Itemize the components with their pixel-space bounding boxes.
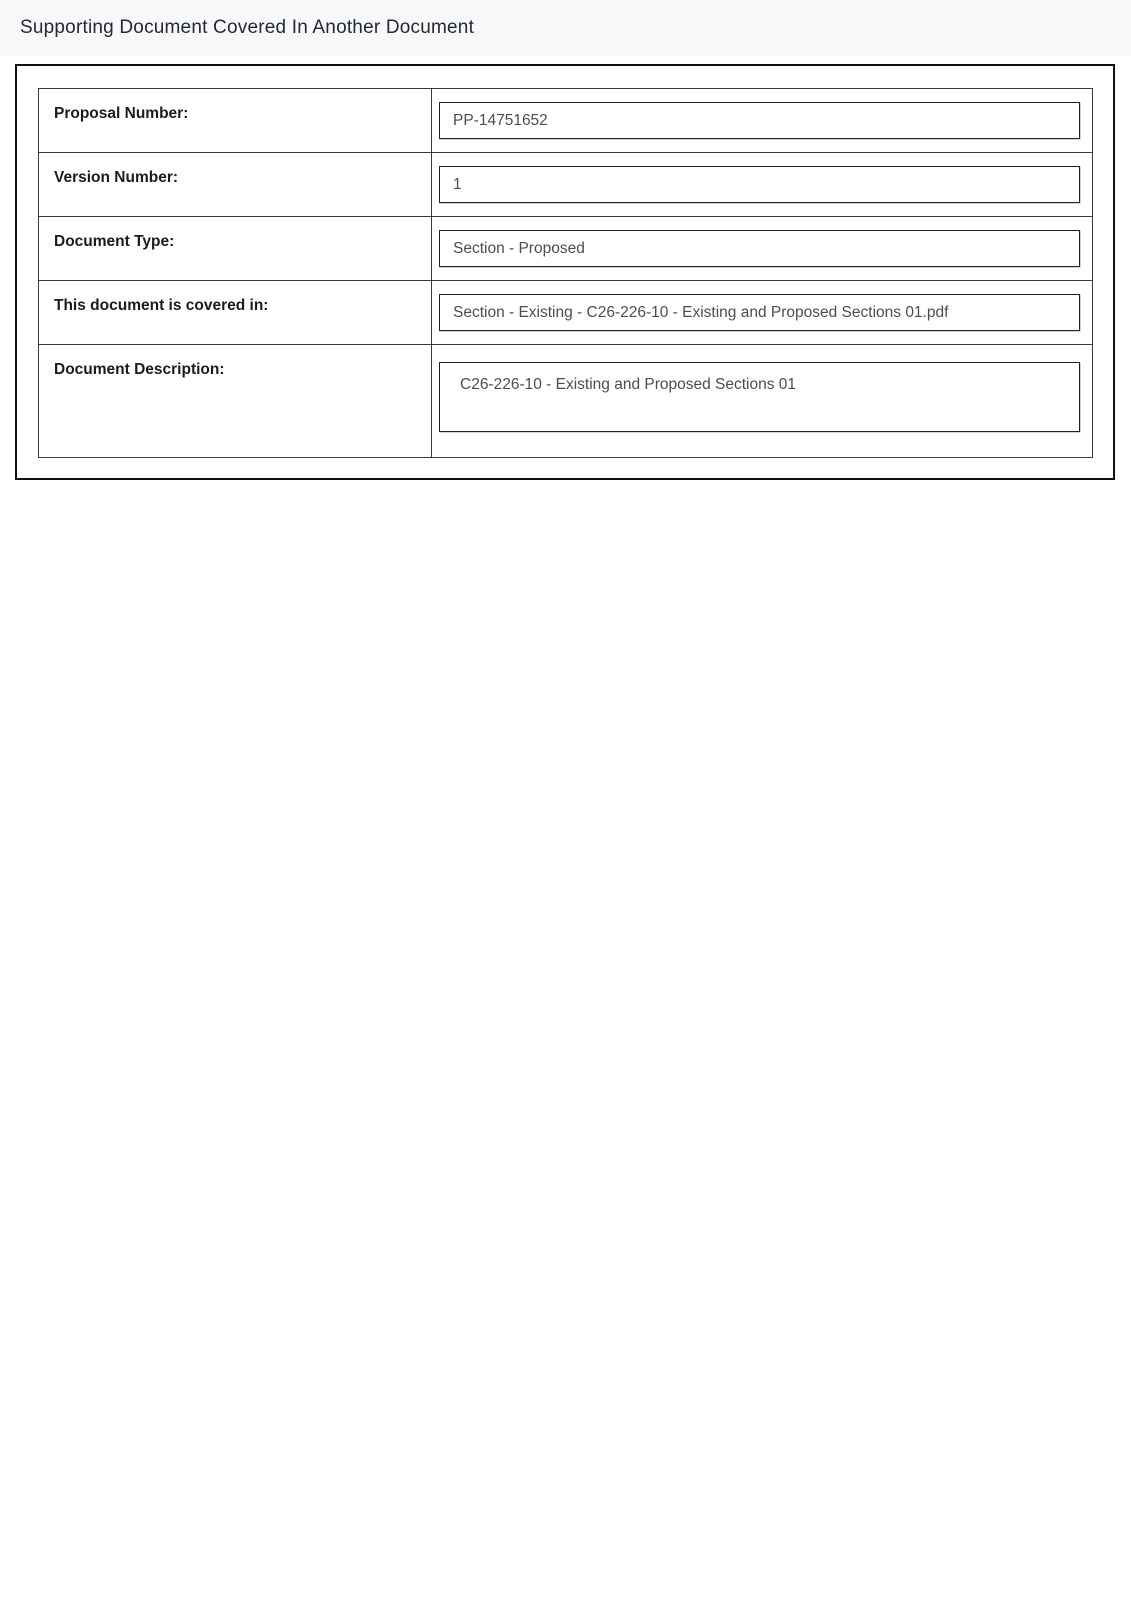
proposal-number-value-box[interactable]: PP-14751652 <box>439 102 1080 139</box>
field-row-proposal-number <box>39 89 1092 153</box>
document-description-value-box[interactable]: C26-226-10 - Existing and Proposed Sections 01 <box>439 362 1080 432</box>
field-row-version-number <box>39 153 1092 217</box>
version-number-label: Version Number: <box>39 153 432 216</box>
document-type-label: Document Type: <box>39 217 432 280</box>
covered-in-value-box[interactable]: Section - Existing - C26-226-10 - Existing and Proposed Sections 01.pdf <box>439 294 1080 331</box>
page-header <box>0 0 1131 56</box>
field-row-document-description <box>39 345 1092 457</box>
fields-table <box>38 88 1093 458</box>
covered-in-cell <box>432 281 1092 344</box>
covered-in-label: This document is covered in: <box>39 281 432 344</box>
version-number-cell <box>432 153 1092 216</box>
field-row-covered-in <box>39 281 1092 345</box>
proposal-number-cell <box>432 89 1092 152</box>
document-type-cell <box>432 217 1092 280</box>
version-number-value-box[interactable]: 1 <box>439 166 1080 203</box>
field-row-document-type <box>39 217 1092 281</box>
page-title: Supporting Document Covered In Another Document <box>20 17 475 38</box>
document-description-label: Document Description: <box>39 345 432 457</box>
form-outer-border <box>15 64 1115 480</box>
proposal-number-label: Proposal Number: <box>39 89 432 152</box>
document-description-cell <box>432 345 1092 457</box>
document-type-value-box[interactable]: Section - Proposed <box>439 230 1080 267</box>
